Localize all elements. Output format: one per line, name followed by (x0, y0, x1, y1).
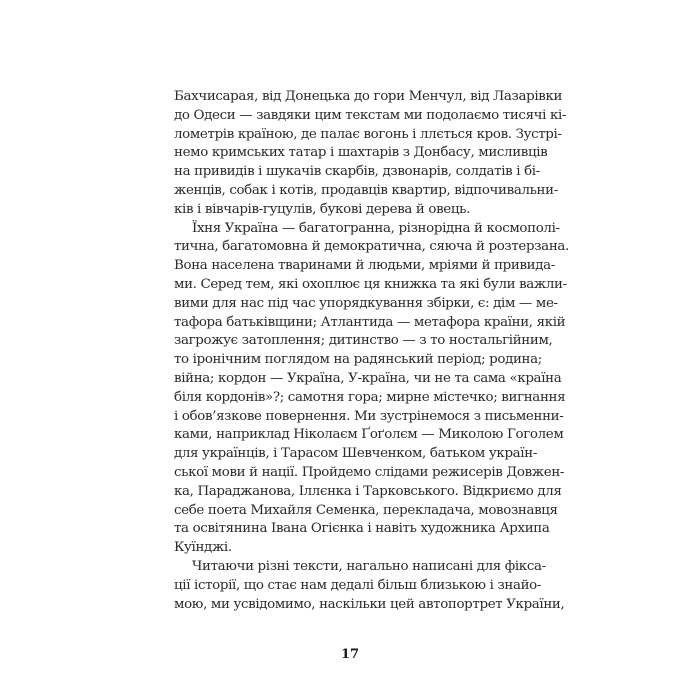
text-line: Їхня Україна — багатогранна, різнорідна й космополі- (192, 220, 560, 236)
text-line: Вона населена тваринами й людьми, мріями й привида- (174, 258, 555, 274)
text-line: ками, наприклад Ніколаєм Ґоґолєм — Миколою Гоголем (174, 427, 564, 443)
text-line: до Одеси — завдяки цим текстам ми подолаємо тисячі кі- (174, 107, 567, 123)
text-line: біля кордонів»?; самотня гора; мирне містечко; вигнання (174, 389, 566, 405)
text-line: ми. Серед тем, які охоплює ця книжка та які були важли- (174, 276, 567, 292)
paragraph-1 (174, 88, 567, 220)
text-line: ції історії, що стає нам дедалі більш близькою і знайо- (174, 577, 542, 593)
page-number: 17 (340, 647, 360, 662)
text-line: тафора батьківщини; Атлантида — метафора країни, якій (174, 314, 566, 330)
text-line: Куїнджі. (174, 540, 232, 556)
text-line: загрожує затоплення; дитинство — з то ностальгійним, (174, 333, 553, 349)
text-line: ків і вівчарів-гуцулів, букові дерева й овець. (174, 201, 470, 217)
body-text (174, 88, 569, 614)
text-line: то іронічним поглядом на радянський період; родина; (174, 352, 542, 368)
text-line: мою, ми усвідомимо, наскільки цей автопортрет України, (174, 596, 565, 612)
text-line: ка, Параджанова, Іллєнка і Тарковського. Відкриємо для (174, 483, 562, 499)
text-line: ської мови й нації. Пройдемо слідами режисерів Довжен- (174, 464, 565, 480)
text-line: лометрів країною, де палає вогонь і ллється кров. Зустрі- (174, 126, 562, 142)
paragraph-3 (174, 558, 565, 614)
text-line: себе поета Михайля Семенка, перекладача, мовознавця (174, 502, 558, 518)
paragraph-2 (174, 220, 569, 558)
text-line: вими для нас під час упорядкування збірки, є: дім — ме- (174, 295, 558, 311)
text-line: та освітянина Івана Огієнка і навіть художника Архипа (174, 521, 550, 537)
text-line: і обов’язкове повернення. Ми зустрінемося з письменни- (174, 408, 564, 424)
text-line: немо кримських татар і шахтарів з Донбасу, мисливців (174, 145, 548, 161)
text-line: Читаючи різні тексти, нагально написані для фікса- (192, 558, 546, 574)
text-line: тична, багатомовна й демократична, сяюча й розтерзана. (174, 239, 569, 255)
text-line: женців, собак і котів, продавців квартир, відпочивальни- (174, 182, 558, 198)
text-line: на привидів і шукачів скарбів, дзвонарів, солдатів і бі- (174, 164, 540, 180)
text-line: Бахчисарая, від Донецька до гори Менчул, від Лазарівки (174, 89, 563, 104)
text-line: війна; кордон — Україна, У-країна, чи не та сама «країна (174, 370, 562, 386)
text-line: для українців, і Тарасом Шевченком, батьком україн- (174, 446, 537, 462)
